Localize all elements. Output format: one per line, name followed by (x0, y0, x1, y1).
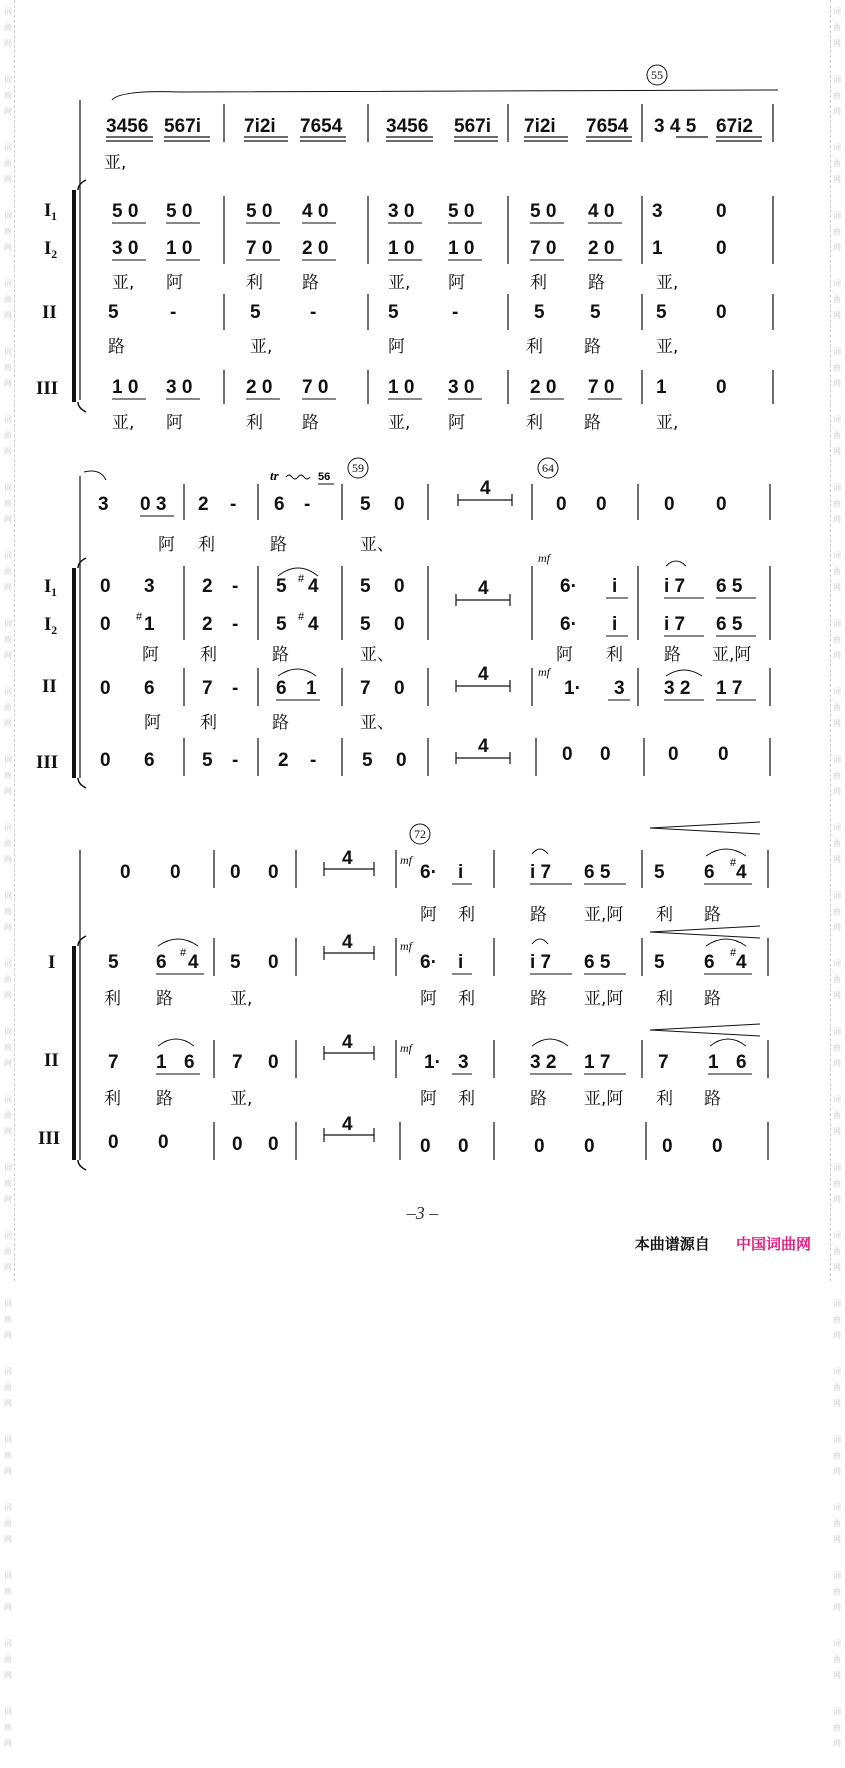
svg-text:0: 0 (662, 1136, 673, 1157)
svg-text:路: 路 (584, 413, 601, 433)
melody-notes: 3456 (106, 116, 149, 137)
svg-text:亚,: 亚, (388, 413, 411, 433)
multirest-count: 4 (480, 478, 491, 499)
svg-text:-: - (232, 576, 239, 597)
svg-text:路: 路 (704, 1089, 721, 1109)
svg-text:5: 5 (250, 302, 261, 323)
svg-text:5: 5 (276, 576, 287, 597)
svg-text:利: 利 (104, 1089, 121, 1109)
svg-text:4: 4 (342, 848, 353, 869)
svg-text:6·: 6· (420, 862, 437, 883)
svg-text:1 0: 1 0 (166, 238, 193, 259)
svg-text:2: 2 (202, 576, 213, 597)
svg-text:3 0: 3 0 (166, 377, 193, 398)
svg-text:7: 7 (202, 678, 213, 699)
svg-text:利: 利 (526, 337, 543, 357)
svg-text:7: 7 (360, 678, 371, 699)
svg-text:i 7: i 7 (530, 952, 552, 973)
svg-text:6 5: 6 5 (584, 862, 611, 883)
svg-text:7654: 7654 (300, 116, 343, 137)
svg-text:0: 0 (600, 744, 611, 765)
svg-text:5: 5 (654, 862, 665, 883)
svg-text:阿: 阿 (142, 645, 159, 665)
svg-text:1 0: 1 0 (112, 377, 139, 398)
svg-text:6: 6 (274, 494, 285, 515)
svg-text:7: 7 (658, 1052, 669, 1073)
svg-text:4: 4 (736, 952, 747, 973)
svg-text:亚,: 亚, (112, 273, 135, 293)
svg-text:2: 2 (278, 750, 289, 771)
svg-text:亚,: 亚, (112, 413, 135, 433)
svg-text:i: i (458, 952, 464, 973)
svg-text:0: 0 (584, 1136, 595, 1157)
svg-text:0: 0 (716, 238, 727, 259)
svg-text:0: 0 (712, 1136, 723, 1157)
svg-text:#: # (136, 611, 143, 623)
svg-text:#: # (730, 857, 737, 869)
svg-text:0: 0 (232, 1134, 243, 1155)
svg-text:5: 5 (108, 302, 119, 323)
svg-text:0: 0 (394, 678, 405, 699)
svg-text:1 0: 1 0 (448, 238, 475, 259)
svg-text:0: 0 (100, 614, 111, 635)
svg-text:3 2: 3 2 (664, 678, 691, 699)
svg-text:0: 0 (458, 1136, 469, 1157)
trill-mark: tr (270, 468, 279, 483)
svg-text:-: - (230, 494, 237, 515)
svg-text:利: 利 (200, 713, 217, 733)
svg-text:6: 6 (704, 952, 715, 973)
svg-text:5 0: 5 0 (448, 201, 475, 222)
svg-text:3 0: 3 0 (388, 201, 415, 222)
svg-text:II: II (42, 676, 57, 697)
svg-text:4 0: 4 0 (588, 201, 615, 222)
svg-text:路: 路 (156, 989, 173, 1009)
svg-text:67i2: 67i2 (716, 116, 753, 137)
svg-text:4: 4 (342, 1114, 353, 1135)
svg-text:阿: 阿 (388, 337, 405, 357)
svg-text:利: 利 (458, 1089, 475, 1109)
svg-text:5: 5 (276, 614, 287, 635)
svg-text:阿: 阿 (556, 645, 573, 665)
svg-text:利: 利 (656, 989, 673, 1009)
left-watermark-marks: 词 曲 网 词 曲 网 词 曲 网 词 曲 网 词 曲 网 词 曲 网 词 曲 网 词 曲 网 词 曲 网 词 曲 网 词 曲 网 词 曲 网 词 曲 网 词 曲 网 词 曲 网 词 曲 网 词 曲 网 词 曲 网 词 曲 网 词 曲 网 词 曲 网 词 曲 网 词 曲 网 词 曲 网 词 曲 网 词 曲 网 (4, 7, 12, 1748)
svg-text:6: 6 (144, 750, 155, 771)
svg-text:-: - (310, 750, 317, 771)
svg-text:2 0: 2 0 (530, 377, 557, 398)
svg-text:3456: 3456 (386, 116, 429, 137)
svg-text:1: 1 (156, 1052, 167, 1073)
svg-text:0: 0 (716, 201, 727, 222)
svg-text:567i: 567i (454, 116, 491, 137)
svg-text:5 0: 5 0 (246, 201, 273, 222)
svg-text:1 0: 1 0 (388, 377, 415, 398)
svg-text:mf: mf (400, 939, 412, 953)
svg-text:2 0: 2 0 (302, 238, 329, 259)
svg-text:#: # (298, 573, 305, 585)
rehearsal-mark-72: 72 (414, 827, 426, 841)
svg-text:阿: 阿 (448, 273, 465, 293)
page-number: –3 – (406, 1203, 439, 1223)
svg-text:阿: 阿 (420, 1089, 437, 1109)
svg-text:利: 利 (104, 989, 121, 1009)
svg-text:0: 0 (664, 494, 675, 515)
svg-text:3: 3 (98, 494, 109, 515)
part-label-ii: II (42, 302, 57, 323)
svg-text:亚、: 亚、 (360, 713, 394, 733)
svg-text:2: 2 (198, 494, 209, 515)
svg-text:0: 0 (396, 750, 407, 771)
svg-text:1·: 1· (564, 678, 581, 699)
svg-text:0: 0 (230, 862, 241, 883)
svg-text:#: # (298, 611, 305, 623)
source-site-link[interactable]: 中国词曲网 (735, 1236, 811, 1253)
svg-text:利: 利 (656, 905, 673, 925)
svg-text:1: 1 (652, 238, 663, 259)
svg-text:7654: 7654 (586, 116, 629, 137)
svg-text:亚,阿: 亚,阿 (712, 645, 752, 665)
svg-text:2 0: 2 0 (588, 238, 615, 259)
svg-text:0: 0 (120, 862, 131, 883)
svg-text:3 0: 3 0 (112, 238, 139, 259)
svg-text:i 7: i 7 (530, 862, 552, 883)
svg-text:利: 利 (200, 645, 217, 665)
svg-text:0: 0 (100, 678, 111, 699)
svg-text:4: 4 (342, 932, 353, 953)
svg-text:亚,阿: 亚,阿 (584, 905, 624, 925)
svg-text:4: 4 (478, 736, 489, 757)
svg-text:7 0: 7 0 (588, 377, 615, 398)
svg-text:0: 0 (716, 302, 727, 323)
svg-text:利: 利 (246, 413, 263, 433)
svg-text:5: 5 (108, 952, 119, 973)
svg-text:0: 0 (716, 377, 727, 398)
svg-text:#: # (730, 947, 737, 959)
svg-text:0: 0 (668, 744, 679, 765)
svg-text:路: 路 (704, 989, 721, 1009)
svg-text:5: 5 (388, 302, 399, 323)
svg-text:亚,: 亚, (656, 273, 679, 293)
svg-text:i 7: i 7 (664, 614, 686, 635)
svg-text:1: 1 (708, 1052, 719, 1073)
svg-text:3: 3 (458, 1052, 469, 1073)
svg-text:5: 5 (202, 750, 213, 771)
svg-text:3 0: 3 0 (448, 377, 475, 398)
svg-text:亚,: 亚, (230, 989, 253, 1009)
svg-text:7 0: 7 0 (530, 238, 557, 259)
svg-text:0: 0 (562, 744, 573, 765)
svg-text:利: 利 (606, 645, 623, 665)
svg-text:III: III (38, 1128, 61, 1149)
svg-text:2 0: 2 0 (246, 377, 273, 398)
svg-text:5: 5 (360, 576, 371, 597)
svg-text:路: 路 (530, 1089, 547, 1109)
svg-text:0 3: 0 3 (140, 494, 167, 515)
svg-text:I₂: I₂ (44, 614, 58, 635)
svg-text:利: 利 (198, 535, 215, 555)
svg-text:0: 0 (394, 576, 405, 597)
svg-text:利: 利 (458, 905, 475, 925)
svg-text:3 4 5: 3 4 5 (654, 116, 697, 137)
svg-text:4: 4 (308, 576, 319, 597)
svg-text:0: 0 (268, 1134, 279, 1155)
svg-text:6: 6 (736, 1052, 747, 1073)
svg-text:0: 0 (268, 952, 279, 973)
svg-text:亚,: 亚, (388, 273, 411, 293)
svg-text:-: - (232, 614, 239, 635)
svg-text:0: 0 (100, 750, 111, 771)
svg-text:6: 6 (704, 862, 715, 883)
system-1 (36, 65, 778, 433)
svg-text:4: 4 (188, 952, 199, 973)
svg-text:i 7: i 7 (664, 576, 686, 597)
svg-text:5: 5 (656, 302, 667, 323)
svg-text:阿: 阿 (420, 905, 437, 925)
svg-text:路: 路 (704, 905, 721, 925)
svg-text:0: 0 (394, 614, 405, 635)
svg-text:i: i (612, 576, 618, 597)
svg-text:1 7: 1 7 (716, 678, 743, 699)
svg-text:阿: 阿 (166, 413, 183, 433)
svg-text:阿: 阿 (144, 713, 161, 733)
svg-text:-: - (310, 302, 317, 323)
svg-text:6: 6 (144, 678, 155, 699)
svg-text:-: - (452, 302, 459, 323)
svg-text:3 2: 3 2 (530, 1052, 557, 1073)
svg-text:7i2i: 7i2i (244, 116, 276, 137)
part-label-iii: III (36, 378, 59, 399)
lyric-ya: 亚, (104, 153, 127, 173)
svg-text:路: 路 (302, 413, 319, 433)
part-label-i1: I₁ (44, 200, 58, 221)
svg-text:路: 路 (272, 713, 289, 733)
svg-text:II: II (44, 1050, 59, 1071)
svg-text:5: 5 (534, 302, 545, 323)
svg-text:0: 0 (268, 1052, 279, 1073)
svg-text:阿: 阿 (420, 989, 437, 1009)
system-2 (36, 458, 770, 788)
svg-text:7 0: 7 0 (246, 238, 273, 259)
svg-text:0: 0 (718, 744, 729, 765)
svg-text:I₁: I₁ (44, 576, 58, 597)
source-credit (635, 1233, 811, 1254)
svg-text:5: 5 (362, 750, 373, 771)
svg-text:i: i (612, 614, 618, 635)
svg-text:-: - (170, 302, 177, 323)
svg-text:mf: mf (400, 853, 412, 867)
svg-text:路: 路 (584, 337, 601, 357)
svg-text:路: 路 (664, 645, 681, 665)
svg-text:-: - (232, 750, 239, 771)
source-label: 本曲谱源自 (634, 1236, 710, 1253)
svg-text:亚,: 亚, (656, 413, 679, 433)
svg-text:5: 5 (230, 952, 241, 973)
svg-text:阿: 阿 (448, 413, 465, 433)
svg-text:1 7: 1 7 (584, 1052, 611, 1073)
svg-text:0: 0 (158, 1132, 169, 1153)
svg-text:7 0: 7 0 (302, 377, 329, 398)
rehearsal-mark-59: 59 (352, 461, 364, 475)
svg-text:0: 0 (556, 494, 567, 515)
svg-text:5: 5 (360, 494, 371, 515)
svg-text:3: 3 (652, 201, 663, 222)
svg-text:3: 3 (614, 678, 625, 699)
svg-text:0: 0 (268, 862, 279, 883)
svg-text:4: 4 (736, 862, 747, 883)
svg-text:4: 4 (308, 614, 319, 635)
svg-text:7: 7 (232, 1052, 243, 1073)
svg-text:1: 1 (656, 377, 667, 398)
svg-text:亚,: 亚, (656, 337, 679, 357)
svg-text:1: 1 (144, 614, 155, 635)
svg-text:阿: 阿 (166, 273, 183, 293)
svg-text:6: 6 (184, 1052, 195, 1073)
right-watermark-marks: 词 曲 网 词 曲 网 词 曲 网 词 曲 网 词 曲 网 词 曲 网 词 曲 网 词 曲 网 词 曲 网 词 曲 网 词 曲 网 词 曲 网 词 曲 网 词 曲 网 词 曲 网 词 曲 网 词 曲 网 词 曲 网 词 曲 网 词 曲 网 词 曲 网 词 曲 网 词 曲 网 词 曲 网 词 曲 网 词 曲 网 (833, 7, 841, 1748)
svg-text:亚,: 亚, (250, 337, 273, 357)
svg-text:4: 4 (342, 1032, 353, 1053)
svg-text:-: - (232, 678, 239, 699)
svg-text:i: i (458, 862, 464, 883)
svg-text:6·: 6· (420, 952, 437, 973)
melody-notes: 567i (164, 116, 201, 137)
svg-text:7i2i: 7i2i (524, 116, 556, 137)
svg-text:路: 路 (588, 273, 605, 293)
svg-text:0: 0 (534, 1136, 545, 1157)
svg-text:0: 0 (170, 862, 181, 883)
svg-text:4: 4 (478, 664, 489, 685)
svg-text:5 0: 5 0 (530, 201, 557, 222)
svg-text:#: # (180, 947, 187, 959)
svg-text:5: 5 (590, 302, 601, 323)
svg-text:5: 5 (654, 952, 665, 973)
svg-text:亚、: 亚、 (360, 645, 394, 665)
svg-text:6 5: 6 5 (716, 576, 743, 597)
svg-text:5: 5 (360, 614, 371, 635)
svg-text:5 0: 5 0 (166, 201, 193, 222)
svg-text:0: 0 (420, 1136, 431, 1157)
svg-text:利: 利 (246, 273, 263, 293)
svg-text:利: 利 (458, 989, 475, 1009)
svg-text:亚、: 亚、 (360, 535, 394, 555)
svg-text:6 5: 6 5 (584, 952, 611, 973)
svg-text:利: 利 (530, 273, 547, 293)
rehearsal-mark-55: 55 (651, 68, 663, 82)
svg-text:4: 4 (478, 578, 489, 599)
svg-text:路: 路 (270, 535, 287, 555)
svg-text:2: 2 (202, 614, 213, 635)
svg-text:mf: mf (538, 665, 550, 679)
svg-text:6·: 6· (560, 614, 577, 635)
svg-text:1·: 1· (424, 1052, 441, 1073)
part-label-i2: I₂ (44, 238, 58, 259)
svg-text:1 0: 1 0 (388, 238, 415, 259)
svg-text:0: 0 (716, 494, 727, 515)
dynamic-mf: mf (538, 551, 550, 565)
svg-text:7: 7 (108, 1052, 119, 1073)
svg-text:0: 0 (596, 494, 607, 515)
svg-text:路: 路 (108, 337, 125, 357)
svg-text:6·: 6· (560, 576, 577, 597)
svg-text:阿: 阿 (158, 535, 175, 555)
svg-text:亚,: 亚, (230, 1089, 253, 1109)
svg-text:亚,阿: 亚,阿 (584, 989, 624, 1009)
svg-text:6 5: 6 5 (716, 614, 743, 635)
svg-text:4 0: 4 0 (302, 201, 329, 222)
svg-text:0: 0 (108, 1132, 119, 1153)
svg-text:III: III (36, 752, 59, 773)
svg-text:I: I (48, 952, 56, 973)
svg-text:6: 6 (276, 678, 287, 699)
svg-text:6: 6 (156, 952, 167, 973)
svg-text:5 0: 5 0 (112, 201, 139, 222)
svg-text:路: 路 (302, 273, 319, 293)
svg-text:1: 1 (306, 678, 317, 699)
svg-text:路: 路 (156, 1089, 173, 1109)
svg-text:mf: mf (400, 1041, 412, 1055)
svg-text:路: 路 (272, 645, 289, 665)
rehearsal-mark-64: 64 (542, 461, 554, 475)
trill-grace-notes: 56 (318, 471, 331, 483)
svg-text:路: 路 (530, 989, 547, 1009)
svg-text:利: 利 (526, 413, 543, 433)
svg-text:利: 利 (656, 1089, 673, 1109)
system-3 (38, 822, 768, 1170)
svg-text:亚,阿: 亚,阿 (584, 1089, 624, 1109)
svg-text:3: 3 (144, 576, 155, 597)
svg-text:路: 路 (530, 905, 547, 925)
svg-text:0: 0 (100, 576, 111, 597)
svg-text:0: 0 (394, 494, 405, 515)
svg-text:-: - (304, 494, 311, 515)
